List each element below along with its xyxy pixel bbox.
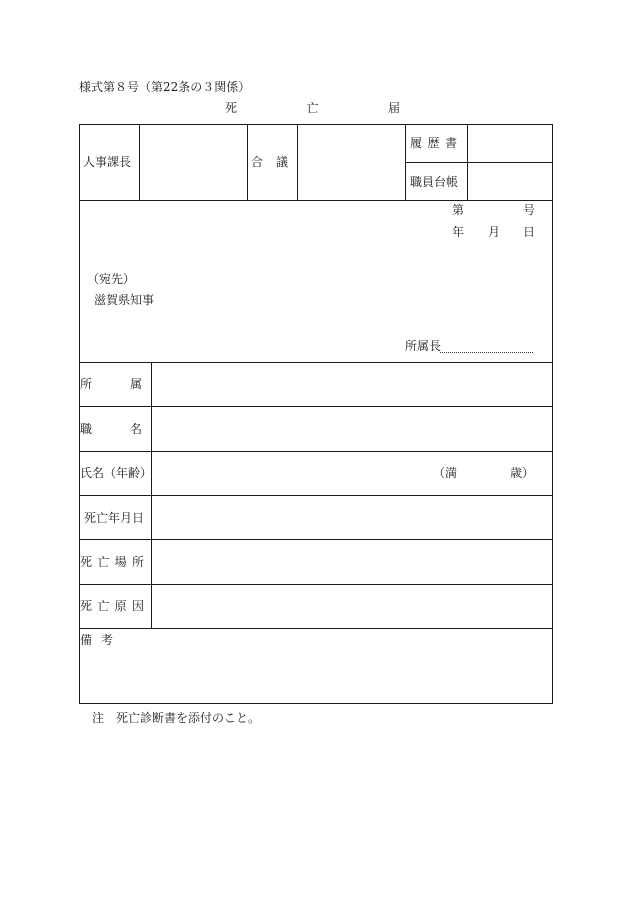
jinji-kacho-label: 人事課長 xyxy=(83,155,132,169)
shokumei-char: 名 xyxy=(129,422,142,436)
age-input[interactable] xyxy=(458,460,508,484)
shibo-date-input[interactable] xyxy=(152,496,552,538)
addressee: 滋賀県知事 xyxy=(94,293,155,307)
shibo-cause-char: 因 xyxy=(131,599,144,613)
title-char: 亡 xyxy=(306,101,319,115)
rireki-char: 履 xyxy=(410,136,423,150)
biko-label xyxy=(80,634,113,646)
shibo-place-input[interactable] xyxy=(152,540,552,583)
title-char: 届 xyxy=(387,101,400,115)
page-title xyxy=(225,102,400,114)
shibo-cause-char: 亡 xyxy=(97,599,110,613)
gogi-label xyxy=(251,156,288,168)
biko-char: 考 xyxy=(100,633,113,647)
gogi-seal-cell[interactable] xyxy=(298,125,404,199)
doc-number-field[interactable] xyxy=(466,202,522,218)
shibo-cause-input[interactable] xyxy=(152,585,552,627)
addressee-label: （宛先） xyxy=(87,272,136,286)
supervisor-signature-line[interactable] xyxy=(440,352,533,353)
rireki-char: 書 xyxy=(444,136,457,150)
biko-char: 備 xyxy=(80,633,93,647)
rireki-label xyxy=(410,137,457,149)
shozoku-char: 属 xyxy=(129,377,142,391)
shimei-label: 氏名（年齢） xyxy=(80,466,153,480)
supervisor-label: 所属長 xyxy=(405,339,442,353)
shokuin-daicho-check-cell[interactable] xyxy=(468,163,552,199)
age-open-label: （満 xyxy=(433,466,458,480)
doc-number-prefix: 第 xyxy=(452,203,465,217)
shozoku-char: 所 xyxy=(80,377,93,391)
footnote: 注 死亡診断書を添付のこと。 xyxy=(92,711,261,725)
gogi-char: 議 xyxy=(275,155,288,169)
title-char: 死 xyxy=(225,101,238,115)
shibo-place-label xyxy=(80,556,144,568)
shibo-place-char: 亡 xyxy=(97,555,110,569)
shimei-input[interactable] xyxy=(152,452,432,494)
doc-number-suffix: 号 xyxy=(523,203,536,217)
shibo-cause-char: 死 xyxy=(80,599,93,613)
form-number: 様式第８号（第22条の３関係） xyxy=(79,80,251,94)
date-month-label: 月 xyxy=(488,225,501,239)
shibo-place-char: 死 xyxy=(80,555,93,569)
gogi-char: 合 xyxy=(251,155,264,169)
shibo-cause-char: 原 xyxy=(114,599,127,613)
shokumei-input[interactable] xyxy=(152,407,552,450)
shozoku-input[interactable] xyxy=(152,363,552,405)
shibo-place-char: 場 xyxy=(114,555,127,569)
shokumei-char: 職 xyxy=(80,422,93,436)
date-day-label: 日 xyxy=(523,225,536,239)
shokuin-daicho-label: 職員台帳 xyxy=(410,175,459,189)
rireki-check-cell[interactable] xyxy=(468,125,552,161)
shibo-place-char: 所 xyxy=(131,555,144,569)
age-close-label: 歳） xyxy=(510,466,535,480)
shokumei-label xyxy=(80,423,142,435)
shibo-cause-label xyxy=(80,600,144,612)
rireki-char: 歴 xyxy=(427,136,440,150)
date-year-label: 年 xyxy=(452,225,465,239)
shozoku-label xyxy=(80,378,142,390)
jinji-kacho-seal-cell[interactable] xyxy=(140,125,246,199)
biko-input[interactable] xyxy=(80,652,552,703)
shibo-date-label: 死亡年月日 xyxy=(84,511,145,525)
